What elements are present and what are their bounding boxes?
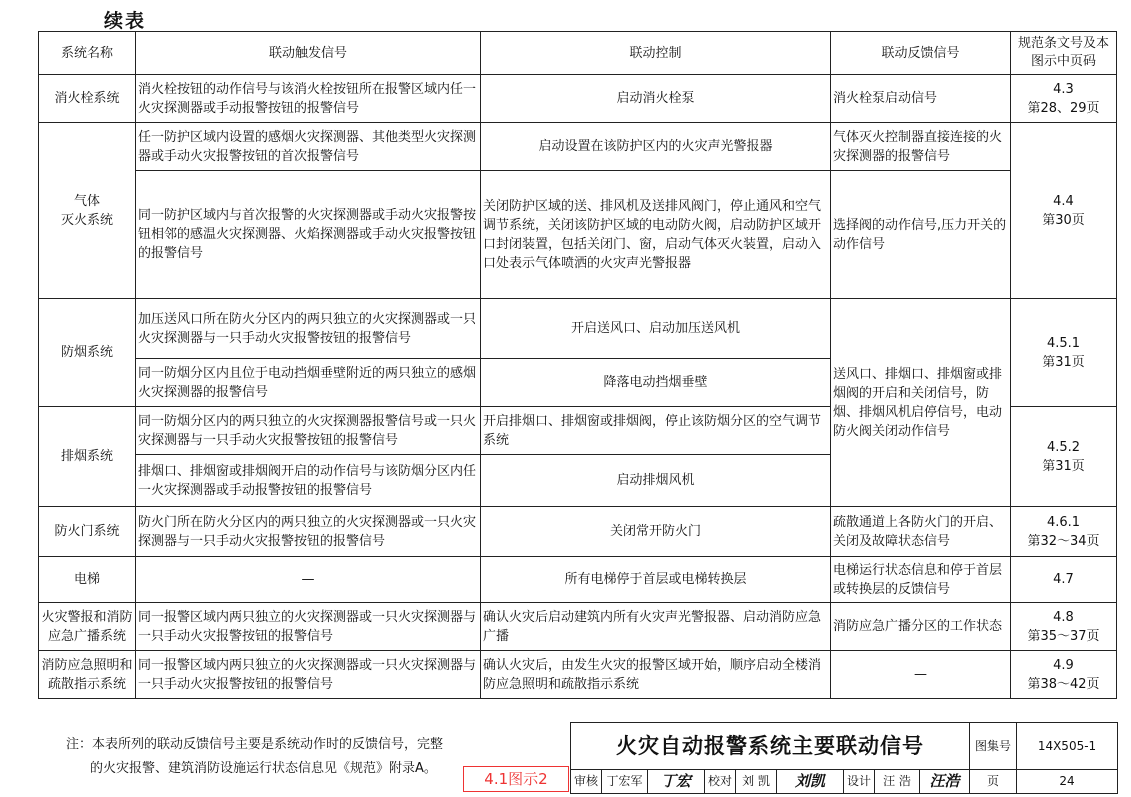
header-system-name: 系统名称	[39, 32, 136, 75]
table-row	[39, 123, 1117, 171]
feedback-cell: 疏散通道上各防火门的开启、关闭及故障状态信号	[831, 507, 1011, 557]
designer-signature: 汪浩	[920, 770, 970, 793]
designer-name: 汪 浩	[875, 770, 920, 793]
trigger-cell: 同一报警区域内两只独立的火灾探测器或一只火灾探测器与一只手动火灾报警按钮的报警信号	[136, 603, 481, 651]
table-row	[39, 75, 1117, 123]
control-cell: 启动排烟风机	[481, 455, 831, 507]
trigger-cell: 同一防护区域内与首次报警的火灾探测器或手动火灾报警按钮相邻的感温火灾探测器、火焰探测器或手动火灾报警按钮的报警信号	[136, 171, 481, 299]
control-cell: 降落电动挡烟垂壁	[481, 359, 831, 407]
trigger-cell: 消火栓按钮的动作信号与该消火栓按钮所在报警区域内任一火灾探测器或手动报警按钮的报警信号	[136, 75, 481, 123]
control-cell: 开启送风口、启动加压送风机	[481, 299, 831, 359]
reference-cell: 4.6.1 第32～34页	[1011, 507, 1117, 557]
title-block	[570, 722, 1118, 794]
trigger-cell: 防火门所在防火分区内的两只独立的火灾探测器或一只火灾探测器与一只手动火灾报警按钮的报警信号	[136, 507, 481, 557]
footnote-line-1: 注：本表所列的联动反馈信号主要是系统动作时的反馈信号，完整	[66, 737, 444, 752]
figure-label: 4.1图示2	[463, 766, 569, 792]
reviewer-name: 丁宏军	[602, 770, 648, 793]
linkage-signal-table	[38, 31, 1117, 699]
atlas-number: 14X505-1	[1017, 723, 1117, 770]
header-reference: 规范条文号及本图示中页码	[1011, 32, 1117, 75]
feedback-cell: 选择阀的动作信号,压力开关的动作信号	[831, 171, 1011, 299]
system-name-cell: 火灾警报和消防应急广播系统	[39, 603, 136, 651]
reference-cell: 4.3 第28、29页	[1011, 75, 1117, 123]
header-linkage-control: 联动控制	[481, 32, 831, 75]
system-name-cell: 排烟系统	[39, 407, 136, 507]
feedback-cell: —	[831, 651, 1011, 699]
reference-cell: 4.9 第38～42页	[1011, 651, 1117, 699]
table-row	[39, 603, 1117, 651]
system-name-cell: 防烟系统	[39, 299, 136, 407]
feedback-cell: 消防应急广播分区的工作状态	[831, 603, 1011, 651]
trigger-cell: 排烟口、排烟窗或排烟阀开启的动作信号与该防烟分区内任一火灾探测器或手动报警按钮的报警信号	[136, 455, 481, 507]
trigger-cell: 同一防烟分区内且位于电动挡烟垂壁附近的两只独立的感烟火灾探测器的报警信号	[136, 359, 481, 407]
control-cell: 关闭常开防火门	[481, 507, 831, 557]
table-row	[39, 651, 1117, 699]
control-cell: 确认火灾后启动建筑内所有火灾声光警报器、启动消防应急广播	[481, 603, 831, 651]
control-cell: 启动设置在该防护区内的火灾声光警报器	[481, 123, 831, 171]
reference-cell: 4.5.1 第31页	[1011, 299, 1117, 407]
page-number: 24	[1059, 774, 1075, 788]
table-row	[39, 171, 1117, 299]
table-row	[39, 299, 1117, 359]
trigger-cell: —	[136, 557, 481, 603]
system-name-cell: 防火门系统	[39, 507, 136, 557]
trigger-cell: 同一报警区域内两只独立的火灾探测器或一只火灾探测器与一只手动火灾报警按钮的报警信号	[136, 651, 481, 699]
reference-cell: 4.8 第35～37页	[1011, 603, 1117, 651]
reference-cell: 4.5.2 第31页	[1011, 407, 1117, 507]
feedback-cell: 送风口、排烟口、排烟窗或排烟阀的开启和关闭信号，防烟、排烟风机启停信号，电动防火阀关闭动作信号	[831, 299, 1011, 507]
system-name-cell: 消防应急照明和疏散指示系统	[39, 651, 136, 699]
control-cell: 确认火灾后，由发生火灾的报警区域开始，顺序启动全楼消防应急照明和疏散指示系统	[481, 651, 831, 699]
check-label: 校对	[705, 770, 736, 793]
checker-name: 刘 凯	[736, 770, 777, 793]
control-cell: 所有电梯停于首层或电梯转换层	[481, 557, 831, 603]
page-label: 页	[970, 770, 1017, 793]
signature-row	[571, 770, 1117, 793]
feedback-cell: 电梯运行状态信息和停于首层或转换层的反馈信号	[831, 557, 1011, 603]
table-row	[39, 557, 1117, 603]
header-feedback-signal: 联动反馈信号	[831, 32, 1011, 75]
feedback-cell: 消火栓泵启动信号	[831, 75, 1011, 123]
table-header-row	[39, 32, 1117, 75]
review-label: 审核	[571, 770, 602, 793]
control-cell: 关闭防护区域的送、排风机及送排风阀门，停止通风和空气调节系统，关闭该防护区域的电动防火阀，启动防护区域开口封闭装置，包括关闭门、窗，启动气体灭火装置，启动入口处表示气体喷洒的火灾声光警报器	[481, 171, 831, 299]
checker-signature: 刘凯	[777, 770, 844, 793]
system-name-cell: 消火栓系统	[39, 75, 136, 123]
page-title: 续表	[104, 10, 147, 32]
design-label: 设计	[844, 770, 875, 793]
atlas-number-label: 图集号	[970, 723, 1017, 770]
reference-cell: 4.7	[1011, 557, 1117, 603]
trigger-cell: 加压送风口所在防火分区内的两只独立的火灾探测器或一只火灾探测器与一只手动火灾报警按钮的报警信号	[136, 299, 481, 359]
reviewer-signature: 丁宏	[648, 770, 705, 793]
footnote-line-2: 的火灾报警、建筑消防设施运行状态信息见《规范》附录A。	[90, 761, 437, 776]
feedback-cell: 气体灭火控制器直接连接的火灾探测器的报警信号	[831, 123, 1011, 171]
system-name-cell: 电梯	[39, 557, 136, 603]
table-row	[39, 507, 1117, 557]
control-cell: 启动消火栓泵	[481, 75, 831, 123]
reference-cell: 4.4 第30页	[1011, 123, 1117, 299]
trigger-cell: 同一防烟分区内的两只独立的火灾探测器报警信号或一只火灾探测器与一只手动火灾报警按钮的报警信号	[136, 407, 481, 455]
footnote	[66, 733, 486, 781]
system-name-cell: 气体 灭火系统	[39, 123, 136, 299]
control-cell: 开启排烟口、排烟窗或排烟阀，停止该防烟分区的空气调节系统	[481, 407, 831, 455]
drawing-title: 火灾自动报警系统主要联动信号	[571, 723, 970, 770]
header-trigger-signal: 联动触发信号	[136, 32, 481, 75]
trigger-cell: 任一防护区域内设置的感烟火灾探测器、其他类型火灾探测器或手动火灾报警按钮的首次报警信号	[136, 123, 481, 171]
